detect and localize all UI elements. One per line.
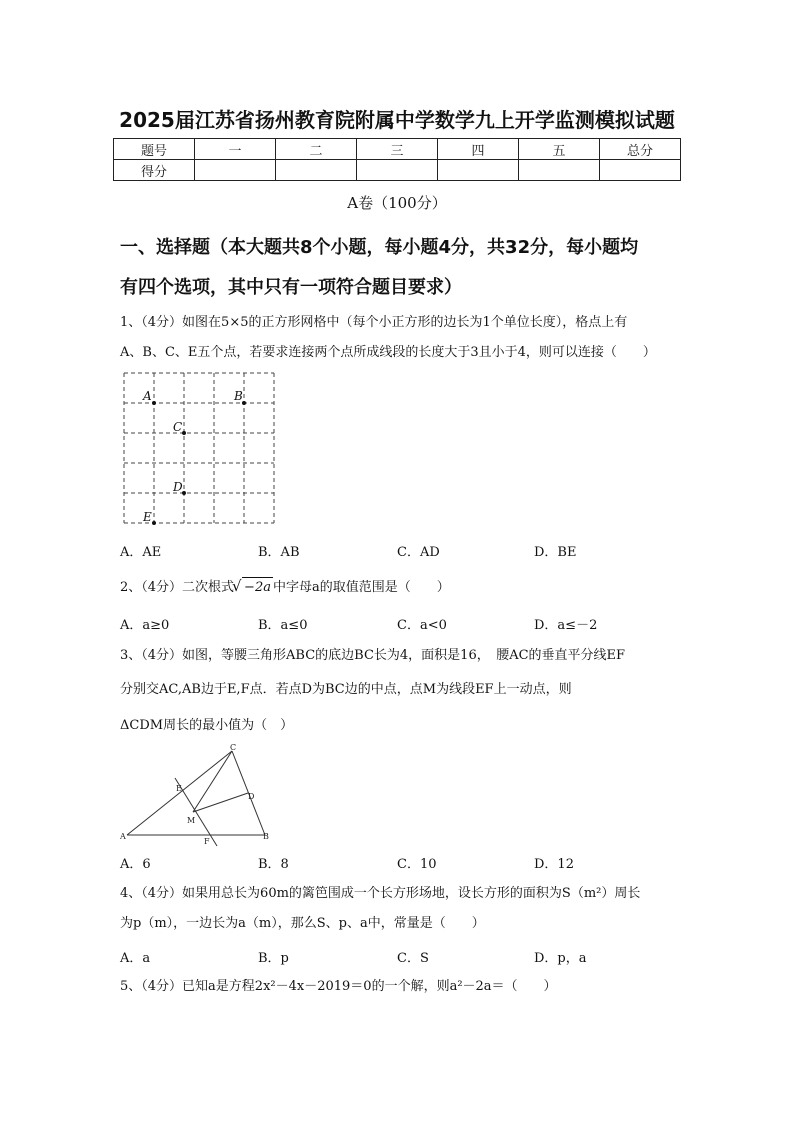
q1-option-a[interactable]: A．AE (120, 545, 162, 560)
score-header-cell: 四 (438, 139, 519, 160)
point-a (152, 401, 156, 405)
score-header-cell: 题号 (114, 139, 195, 160)
q4-line1: 4、（4分）如果用总长为60m的篱笆围成一个长方形场地，设长方形的面积为S（m²）周长 (120, 886, 641, 901)
q1-option-b[interactable]: B．AB (258, 545, 300, 560)
part1-heading-line2: 有四个选项，其中只有一项符合题目要求） (120, 277, 462, 298)
label-c: C (173, 420, 183, 434)
exam-title: 2025届江苏省扬州教育院附属中学数学九上开学监测模拟试题 (119, 108, 675, 132)
label-b: B (234, 389, 243, 403)
score-cell (195, 160, 276, 181)
q2-suffix: 中字母a的取值范围是（ ） (272, 580, 450, 595)
q3-line1: 3、（4分）如图，等腰三角形ABC的底边BC长为4，面积是16， 腰AC的垂直平分线EF (120, 648, 626, 663)
section-a-heading: A卷（100分） (347, 194, 447, 212)
q3-triangle-figure (115, 744, 275, 848)
q1-line1: 1、（4分）如图在5×5的正方形网格中（每个小正方形的边长为1个单位长度），格点上有 (120, 315, 628, 330)
score-header-cell: 二 (276, 139, 357, 160)
score-cell (519, 160, 600, 181)
q2-option-d[interactable]: D．a≤－2 (534, 618, 598, 633)
label-a-vertex: A (120, 832, 126, 841)
q2-options (120, 614, 680, 634)
score-cell (438, 160, 519, 181)
q4-option-b[interactable]: B．p (258, 951, 289, 966)
q1-grid-figure (114, 368, 284, 533)
label-d: D (173, 480, 183, 494)
score-cell (276, 160, 357, 181)
score-cell (600, 160, 681, 181)
q3-options (120, 853, 680, 873)
q5-line1: 5、（4分）已知a是方程2x²－4x－2019＝0的一个解，则a²－2a＝（ ） (120, 979, 557, 994)
q1-option-d[interactable]: D．BE (534, 545, 577, 560)
q2-radical: √ −2a (242, 577, 273, 598)
q1-options (120, 541, 680, 561)
label-e-point: E (176, 784, 182, 793)
score-table-header-row (114, 139, 681, 160)
label-f-point: F (204, 837, 210, 846)
score-header-cell: 五 (519, 139, 600, 160)
part1-heading-line1: 一、选择题（本大题共8个小题，每小题4分，共32分，每小题均 (120, 237, 639, 258)
q3-option-a[interactable]: A．6 (120, 857, 151, 872)
q1-line2: A、B、C、E五个点，若要求连接两个点所成线段的长度大于3且小于4，则可以连接（ ） (120, 345, 656, 360)
score-table (113, 138, 681, 181)
point-c (182, 431, 186, 435)
label-c-vertex: C (230, 744, 237, 752)
score-row-label: 得分 (114, 160, 195, 181)
score-header-cell: 一 (195, 139, 276, 160)
q4-line2: 为p（m），一边长为a（m），那么S、p、a中，常量是（ ） (120, 916, 485, 931)
point-e (152, 521, 156, 525)
q4-options (120, 947, 680, 967)
score-cell (357, 160, 438, 181)
q4-option-c[interactable]: C．S (397, 951, 429, 966)
q4-option-a[interactable]: A．a (120, 951, 151, 966)
score-header-cell: 三 (357, 139, 438, 160)
q2-line (120, 577, 682, 598)
label-e: E (143, 510, 152, 524)
label-a: A (143, 389, 152, 403)
q2-option-c[interactable]: C．a<0 (397, 618, 447, 633)
q3-line3: ΔCDM周长的最小值为（ ） (120, 718, 294, 733)
q2-prefix: 2、（4分）二次根式 (120, 580, 235, 595)
q2-option-a[interactable]: A．a≥0 (120, 618, 170, 633)
q3-option-b[interactable]: B．8 (258, 857, 289, 872)
q3-option-d[interactable]: D．12 (534, 857, 574, 872)
score-table-score-row (114, 160, 681, 181)
q2-option-b[interactable]: B．a≤0 (258, 618, 308, 633)
q1-option-c[interactable]: C．AD (397, 545, 440, 560)
q3-option-c[interactable]: C．10 (397, 857, 437, 872)
q3-line2: 分别交AC,AB边于E,F点．若点D为BC边的中点，点M为线段EF上一动点，则 (120, 682, 572, 697)
score-header-cell: 总分 (600, 139, 681, 160)
label-m-point: M (187, 816, 196, 825)
label-d-point: D (248, 792, 255, 801)
label-b-vertex: B (263, 832, 269, 841)
q4-option-d[interactable]: D．p，a (534, 951, 587, 966)
